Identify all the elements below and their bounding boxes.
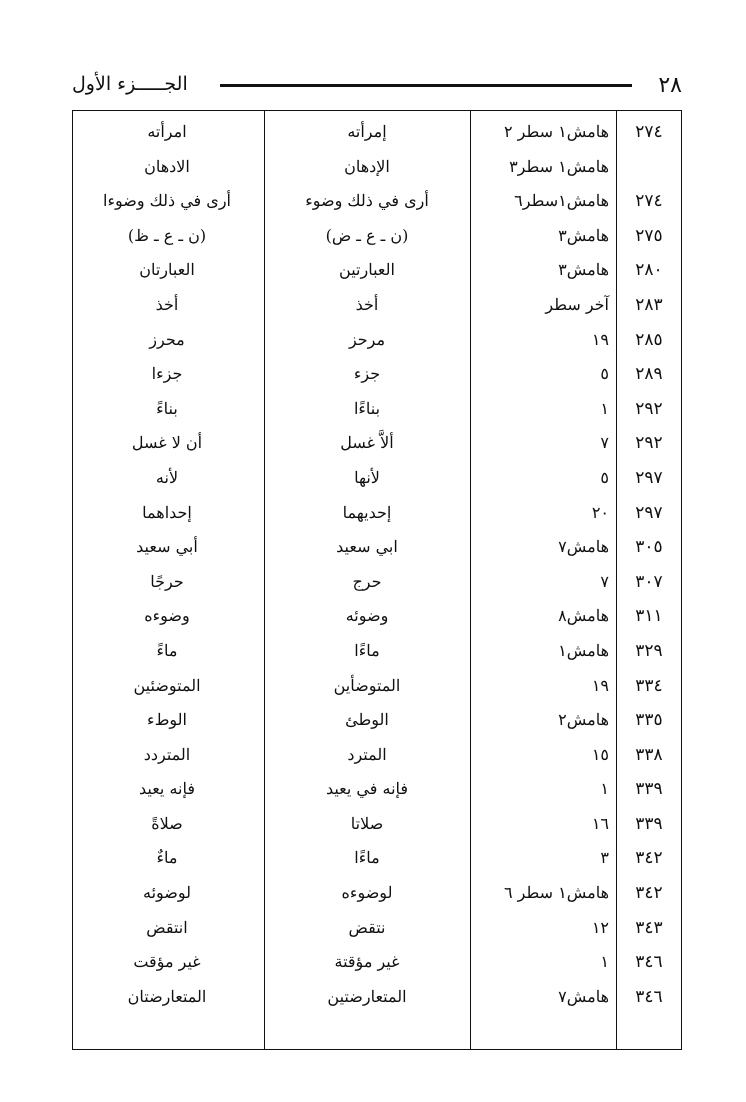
line-cell: ٧ <box>600 571 609 591</box>
page-cell: ٢٨٠ <box>635 260 663 281</box>
correct-cell: إحداهما <box>142 502 192 522</box>
line-cell: آخر سطر <box>545 294 609 314</box>
line-cell: ١٢ <box>591 917 609 937</box>
page-cell: ٣٣٤ <box>635 675 663 696</box>
table-row <box>73 184 681 219</box>
line-cell: ٥ <box>600 364 609 384</box>
page-cell: ٢٧٥ <box>635 225 663 246</box>
line-cell: هامش٣ <box>558 260 609 280</box>
line-cell: ١٥ <box>591 744 609 764</box>
page-cell <box>617 150 681 184</box>
correct-cell: ماءٌ <box>156 848 178 868</box>
page-cell: ٣٣٨ <box>635 744 663 765</box>
table-row <box>73 323 681 358</box>
line-cell: هامش٣ <box>558 225 609 245</box>
correct-cell: امرأته <box>147 122 187 141</box>
wrong-cell: لأنها <box>354 467 380 487</box>
wrong-cell: إحديهما <box>342 502 392 522</box>
table-row <box>73 253 681 288</box>
table-row <box>73 392 681 427</box>
page-cell: ٢٨٩ <box>635 364 663 385</box>
table-row <box>73 219 681 254</box>
correct-cell: فإنه يعيد <box>138 779 196 799</box>
page-cell: ٣٤٢ <box>635 883 663 904</box>
table-row <box>73 738 681 773</box>
line-cell: ٧ <box>600 433 609 453</box>
table-row <box>73 496 681 531</box>
wrong-cell: (ن ـ ع ـ ض) <box>325 225 409 245</box>
table-row <box>73 288 681 323</box>
page-cell: ٢٩٢ <box>635 433 663 454</box>
wrong-cell: وضوئه <box>345 606 389 626</box>
page-cell: ٢٨٣ <box>635 294 663 315</box>
wrong-cell: جزء <box>353 364 381 384</box>
line-cell: ١ <box>600 779 609 799</box>
line-cell: ١٩ <box>591 675 609 695</box>
line-cell: هامش١ <box>558 640 609 660</box>
table-row <box>73 945 681 980</box>
page-cell: ٣٤٢ <box>635 848 663 869</box>
page-cell: ٢٩٧ <box>635 502 663 523</box>
line-cell: هامش١ سطر ٢ <box>504 122 609 141</box>
page-number: ٢٨ <box>658 73 682 98</box>
correct-cell: غير مؤقت <box>133 952 201 972</box>
page-cell: ٣١١ <box>635 606 663 627</box>
wrong-cell: المترد <box>347 744 387 764</box>
correct-cell: أخذ <box>155 294 179 314</box>
wrong-cell: ابي سعيد <box>336 537 398 557</box>
correct-cell: أبي سعيد <box>136 537 198 557</box>
table-row <box>73 150 681 185</box>
correct-cell: محرز <box>149 329 185 349</box>
correct-cell: لأنه <box>155 467 179 487</box>
correct-cell: حرجًا <box>150 571 184 591</box>
correct-cell: الوطء <box>147 710 187 730</box>
wrong-cell: الإدهان <box>344 156 390 176</box>
errata-table <box>72 110 682 1050</box>
page-cell: ٣٣٩ <box>635 813 663 834</box>
table-row <box>73 807 681 842</box>
wrong-cell: صلاتا <box>350 813 384 833</box>
correct-cell: صلاةً <box>151 813 183 833</box>
table-row <box>73 980 681 1015</box>
line-cell: ١٦ <box>591 813 609 833</box>
page-cell: ٢٧٤ <box>635 122 663 142</box>
table-row <box>73 669 681 704</box>
correct-cell: العبارتان <box>139 260 195 280</box>
page-cell: ٣٠٥ <box>635 537 663 558</box>
page-cell: ٣٠٧ <box>635 571 663 592</box>
line-cell: ٣ <box>600 848 609 868</box>
page-cell: ٣٣٥ <box>635 710 663 731</box>
line-cell: هامش٧ <box>558 986 609 1006</box>
page-header <box>72 70 682 104</box>
wrong-cell: ماءًا <box>354 640 380 660</box>
table-row <box>73 115 681 150</box>
wrong-cell: المتعارضتين <box>327 986 407 1006</box>
table-row <box>73 634 681 669</box>
correct-cell: أرى في ذلك وضوءا <box>103 191 231 211</box>
wrong-cell: إمرأته <box>347 122 387 141</box>
errata-rows <box>73 115 681 1014</box>
table-row <box>73 530 681 565</box>
line-cell: ٥ <box>600 467 609 487</box>
header-rule <box>220 84 632 87</box>
wrong-cell: نتقض <box>348 917 386 937</box>
correct-cell: أن لا غسل <box>131 433 203 453</box>
correct-cell: جزءا <box>151 364 183 384</box>
wrong-cell: أرى في ذلك وضوء <box>305 191 429 211</box>
wrong-cell: المتوضأين <box>333 675 401 695</box>
page-cell: ٢٩٢ <box>635 398 663 419</box>
line-cell: ١٩ <box>591 329 609 349</box>
correct-cell: وضوءه <box>144 606 190 626</box>
line-cell: هامش١ سطر٣ <box>509 156 609 176</box>
wrong-cell: ماءًا <box>354 848 380 868</box>
table-row <box>73 703 681 738</box>
wrong-cell: حرج <box>352 571 382 591</box>
table-row <box>73 772 681 807</box>
wrong-cell: الوطئ <box>345 710 389 730</box>
page-cell: ٣٤٣ <box>635 917 663 938</box>
table-row <box>73 911 681 946</box>
correct-cell: الادهان <box>144 156 190 176</box>
table-row <box>73 876 681 911</box>
line-cell: هامش٧ <box>558 537 609 557</box>
table-row <box>73 599 681 634</box>
table-row <box>73 841 681 876</box>
line-cell: ١ <box>600 952 609 972</box>
wrong-cell: أخذ <box>355 294 379 314</box>
wrong-cell: بناءًا <box>353 398 381 418</box>
line-cell: هامش١ سطر ٦ <box>504 883 609 903</box>
table-row <box>73 461 681 496</box>
line-cell: هامش٨ <box>558 606 609 626</box>
page-cell: ٢٩٧ <box>635 467 663 488</box>
correct-cell: المتوضئين <box>133 675 201 695</box>
wrong-cell: لوضوءه <box>341 883 393 903</box>
table-row <box>73 357 681 392</box>
line-cell: هامش٢ <box>558 710 609 730</box>
correct-cell: انتقض <box>146 917 188 937</box>
page-cell: ٢٨٥ <box>635 329 663 350</box>
wrong-cell: مرحز <box>348 329 386 349</box>
page-cell: ٣٤٦ <box>635 952 663 973</box>
line-cell: ٢٠ <box>591 502 609 522</box>
correct-cell: لوضوئه <box>142 883 192 903</box>
correct-cell: (ن ـ ع ـ ظ) <box>127 225 207 245</box>
line-cell: ١ <box>600 398 609 418</box>
wrong-cell: غير مؤقتة <box>334 952 400 972</box>
line-cell: هامش١سطر٦ <box>514 191 609 211</box>
page-cell: ٣٤٦ <box>635 986 663 1007</box>
page-cell: ٣٢٩ <box>635 640 663 661</box>
correct-cell: ماءً <box>156 640 178 660</box>
section-title: الجـــــزء الأول <box>72 73 188 95</box>
table-row <box>73 565 681 600</box>
wrong-cell: العبارتين <box>339 260 395 280</box>
wrong-cell: فإنه في يعيد <box>325 779 409 799</box>
correct-cell: المتردد <box>143 744 191 764</box>
correct-cell: بناءً <box>156 398 178 418</box>
wrong-cell: ألاَّ غسل <box>340 433 394 453</box>
page-cell: ٣٣٩ <box>635 779 663 800</box>
page-cell: ٢٧٤ <box>635 191 663 212</box>
correct-cell: المتعارضتان <box>127 986 207 1006</box>
table-row <box>73 426 681 461</box>
